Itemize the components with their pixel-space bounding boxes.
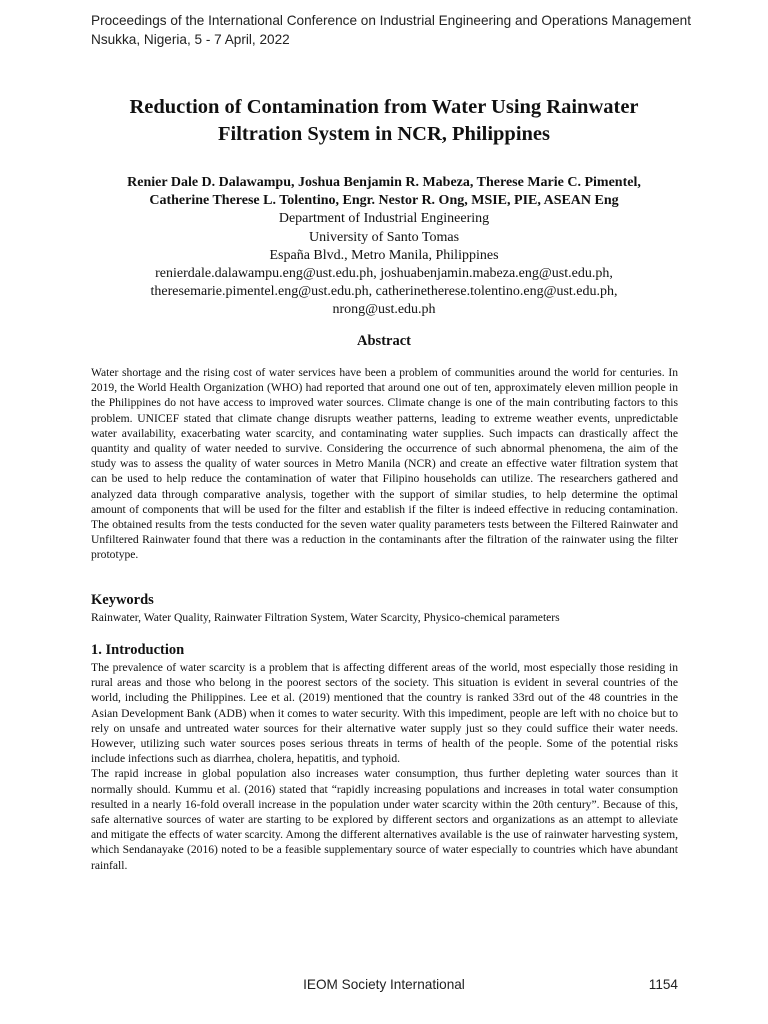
- footer-organization: IEOM Society International: [303, 977, 465, 992]
- author-university: University of Santo Tomas: [308, 229, 460, 245]
- paper-title: [60, 94, 708, 148]
- author-names-line-1: Renier Dale D. Dalawampu, Joshua Benjamin R. Mabeza, Therese Marie C. Pimentel,: [127, 175, 641, 190]
- author-emails-line-1: renierdale.dalawampu.eng@ust.edu.ph, joshuabenjamin.mabeza.eng@ust.edu.ph,: [155, 266, 613, 282]
- author-emails-line-2: theresemarie.pimentel.eng@ust.edu.ph, catherinetherese.tolentino.eng@ust.edu.ph,: [150, 284, 618, 300]
- introduction-heading: 1. Introduction: [91, 642, 185, 658]
- page-number: 1154: [648, 977, 678, 992]
- running-header: [91, 11, 731, 49]
- author-names-line-2: Catherine Therese L. Tolentino, Engr. Nestor R. Ong, MSIE, PIE, ASEAN Eng: [149, 193, 619, 209]
- author-emails-line-3: nrong@ust.edu.ph: [332, 302, 436, 318]
- introduction-body: [91, 660, 678, 873]
- author-block: [60, 174, 708, 320]
- title-line-1: Reduction of Contamination from Water Using Rainwater: [129, 96, 639, 118]
- introduction-paragraph-2: The rapid increase in global population also increases water consumption, thus further depleting water sources than it normally should. Kummu et al. (2016) stated that “rapidly increasing populations and increases in total water consumption resulted in a nearly 16-fold overall increase in the population under water scarcity within the 20th century”. Because of this, safe alternative sources of water are starting to be explored by different sectors and organizations as an attempt to alleviate and mitigate the effects of water scarcity. Among the different alternatives available is the use of rainwater harvesting system, which Sendanayake (2016) noted to be a feasible supplementary source of water especially to countries which have abundant rainfall.: [91, 767, 678, 872]
- author-department: Department of Industrial Engineering: [278, 211, 490, 227]
- keywords-text: Rainwater, Water Quality, Rainwater Filtration System, Water Scarcity, Physico-chemical parameters: [91, 611, 560, 624]
- conference-name: Proceedings of the International Conference on Industrial Engineering and Operations Management: [91, 13, 692, 28]
- conference-location-date: Nsukka, Nigeria, 5 - 7 April, 2022: [91, 32, 290, 47]
- abstract-heading: Abstract: [357, 333, 411, 349]
- abstract-text: Water shortage and the rising cost of water services have been a problem of communities around the world for centuries. In 2019, the World Health Organization (WHO) had reported that around one out of ten, approximately eleven million people in the Philippines do not have access to improved water sources. Climate change is one of the main contributing factors to this problem. UNICEF stated that climate change disrupts weather patterns, leading to extreme weather events, unpredictable water availability, exacerbating water scarcity, and contaminating water supplies. Such impacts can drastically affect the quantity and quality of water needed to survive. Considering the occurrence of such abnormal phenomena, the aim of the study was to assess the quality of water sources in Metro Manila (NCR) and create an effective water filtration system that can be used to help reduce the contamination of water that Filipino households can utilize. The researchers gathered and analyzed data through comparative analysis, together with the support of similar studies, to help determine the optimal amount of components that will be used for the filter and establish if the filter is indeed effective in reducing contamination. The obtained results from the tests conducted for the seven water quality parameters tests between the Filtered Rainwater and Unfiltered Rainwater found that there was a reduction in the contaminants after the filtration of the rainwater using the filter prototype.: [91, 366, 678, 562]
- keywords-heading: Keywords: [91, 592, 154, 608]
- title-line-2: Filtration System in NCR, Philippines: [217, 123, 550, 145]
- introduction-paragraph-1: The prevalence of water scarcity is a problem that is affecting different areas of the world, most especially those residing in rural areas and those who belong in the poorest sectors of the society. This situation is evident in several countries of the world, including the Philippines. Lee et al. (2019) mentioned that the country is ranked 33rd out of the 48 countries in the Asian Development Bank (ADB) when it comes to water security. With this impediment, people are left with no choice but to rely on unsafe and untreated water sources for their alternative water supply just so they could suffice their water needs. However, utilizing such water sources poses serious threats in terms of health of the people. Some of the potential risks include infections such as diarrhea, cholera, hepatitis, and typhoid.: [91, 661, 678, 766]
- author-address: España Blvd., Metro Manila, Philippines: [269, 247, 499, 263]
